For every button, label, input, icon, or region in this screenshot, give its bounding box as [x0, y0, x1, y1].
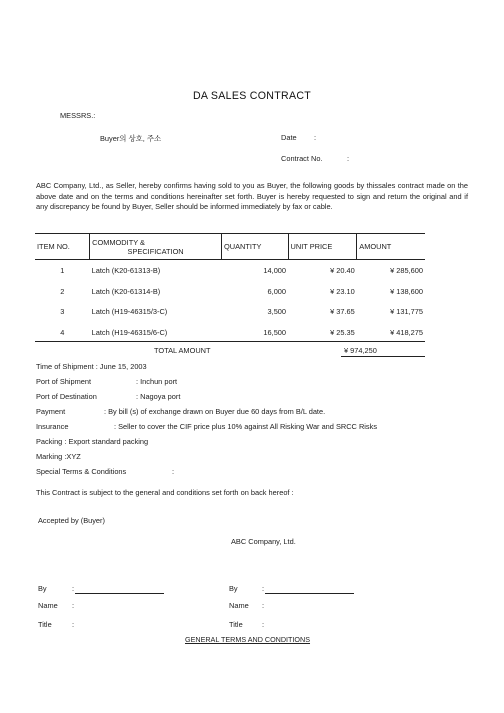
header-quantity: QUANTITY [222, 234, 289, 260]
total-label: TOTAL AMOUNT [154, 346, 211, 355]
contract-no-colon: : [347, 154, 350, 163]
payment-value: : By bill (s) of exchange drawn on Buyer due 60 days from B/L date. [104, 407, 326, 416]
seller-signature-line [265, 593, 354, 594]
intro-paragraph: ABC Company, Ltd., as Seller, hereby confirms having sold to you as Buyer, the following goods by thissales contract made on the above date and on the terms and conditions hereinafter set forth. Buyer is hereby requested to sign and return the original and if any discrepancy be found by Buyer, Seller should be informed immediately by fax or cable. [36, 181, 468, 212]
table-header-row [35, 234, 425, 260]
buyer-by-colon: : [72, 584, 75, 593]
port-of-shipment-label: Port of Shipment [36, 377, 92, 386]
shipment-time: Time of Shipment : June 15, 2003 [36, 362, 147, 371]
payment-label: Payment [36, 407, 66, 416]
contract-no-label: Contract No. [281, 154, 323, 163]
row-amount: ¥ 285,600 [390, 265, 423, 275]
row-quantity: 6,000 [267, 286, 287, 296]
row-quantity: 3,500 [267, 307, 287, 317]
buyer-by-label: By [38, 584, 47, 593]
seller-name-colon: : [262, 601, 265, 610]
total-value: ¥ 974,250 [344, 346, 377, 355]
table-row [35, 260, 425, 281]
insurance-label: Insurance [36, 422, 69, 431]
header-commodity-line2: SPECIFICATION [127, 246, 184, 256]
row-commodity: Latch (H19-46315/6-C) [91, 328, 168, 338]
row-quantity: 16,500 [263, 328, 287, 338]
port-of-shipment-value: : Inchun port [136, 377, 178, 386]
packing-terms: Packing : Export standard packing [36, 437, 149, 446]
row-commodity: Latch (K20-61314-B) [91, 286, 161, 296]
seller-by-label: By [229, 584, 238, 593]
seller-by-colon: : [262, 584, 265, 593]
marking-terms: Marking :XYZ [36, 452, 81, 461]
date-colon: : [314, 133, 317, 142]
row-unit-price: ¥ 23.10 [330, 286, 355, 296]
row-unit-price: ¥ 20.40 [330, 265, 355, 275]
contract-title: DA SALES CONTRACT [192, 90, 312, 102]
port-of-destination-value: : Nagoya port [136, 392, 181, 401]
buyer-signature-line [75, 593, 164, 594]
buyer-name-label: Name [38, 601, 58, 610]
subject-clause: This Contract is subject to the general and conditions set forth on back hereof : [36, 488, 294, 497]
buyer-name: Buyer의 상호, 주소 [100, 134, 162, 143]
items-table [35, 233, 425, 343]
header-commodity-line1: COMMODITY & [92, 237, 145, 247]
header-item-no: ITEM NO. [35, 234, 90, 260]
row-amount: ¥ 131,775 [390, 307, 423, 317]
messrs-label: MESSRS.: [60, 111, 96, 120]
special-terms-label: Special Terms & Conditions [36, 467, 127, 476]
row-quantity: 14,000 [263, 265, 287, 275]
table-row [35, 281, 425, 302]
port-of-destination-label: Port of Destination [36, 392, 97, 401]
row-commodity: Latch (H19-46315/3-C) [91, 307, 168, 317]
row-item-no: 1 [60, 265, 65, 275]
seller-name-label: Name [229, 601, 249, 610]
accepted-by-buyer: Accepted by (Buyer) [38, 516, 105, 525]
row-item-no: 4 [60, 328, 65, 338]
row-commodity: Latch (K20-61313-B) [91, 265, 161, 275]
header-unit-price: UNIT PRICE [288, 234, 357, 260]
seller-title-colon: : [262, 620, 265, 629]
buyer-title-label: Title [38, 620, 52, 629]
row-unit-price: ¥ 37.65 [330, 307, 355, 317]
table-row [35, 302, 425, 323]
row-amount: ¥ 138,600 [390, 286, 423, 296]
row-item-no: 2 [60, 286, 65, 296]
buyer-title-colon: : [72, 620, 75, 629]
general-terms-heading: GENERAL TERMS AND CONDITIONS [185, 635, 311, 644]
header-amount: AMOUNT [357, 234, 425, 260]
header-commodity [90, 234, 222, 260]
row-amount: ¥ 418,275 [390, 328, 423, 338]
table-bottom-rule [35, 341, 425, 342]
insurance-value: : Seller to cover the CIF price plus 10% against All Risking War and SRCC Risks [114, 422, 378, 431]
total-underline [341, 356, 425, 357]
special-terms-value: : [172, 467, 175, 476]
buyer-name-colon: : [72, 601, 75, 610]
date-label: Date [281, 133, 297, 142]
seller-company: ABC Company, Ltd. [231, 537, 296, 546]
row-item-no: 3 [60, 307, 65, 317]
row-unit-price: ¥ 25.35 [330, 328, 355, 338]
seller-title-label: Title [229, 620, 243, 629]
